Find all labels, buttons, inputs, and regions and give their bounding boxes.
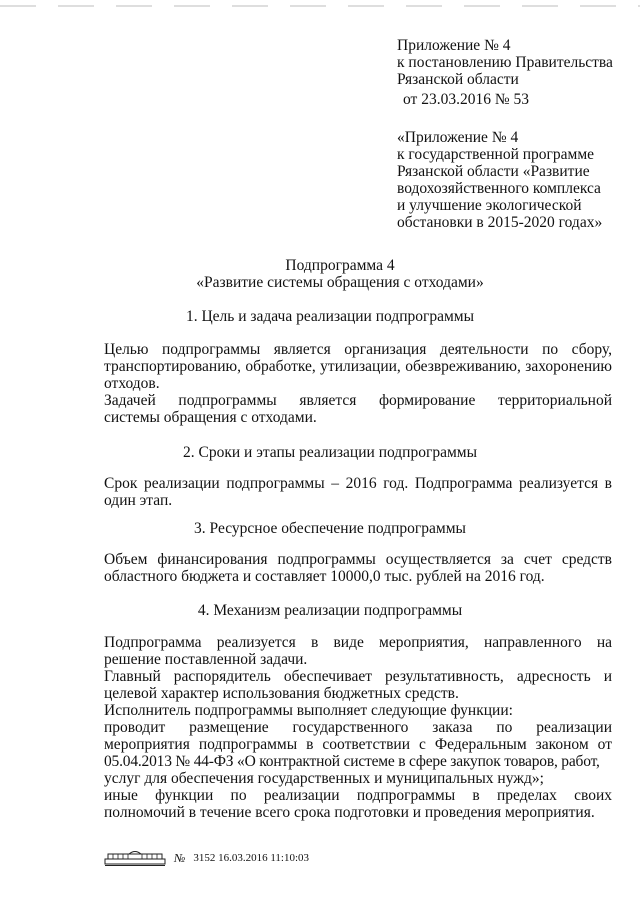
program-line: к государственной программе: [397, 146, 595, 163]
paragraph-line: целевой характер использования бюджетных средств.: [104, 685, 459, 702]
section3-heading: 3. Ресурсное обеспечение подпрограммы: [194, 520, 466, 537]
government-building-stamp-icon: [104, 850, 166, 866]
paragraph-line: иные функции по реализации подпрограммы в пределах своих: [104, 787, 612, 804]
title-line: Подпрограмма 4: [285, 257, 395, 274]
paragraph-line: Задачей подпрограммы является формирование территориальной: [104, 392, 612, 409]
section-heading: [40, 602, 620, 619]
section1-heading: 1. Цель и задача реализации подпрограммы: [185, 308, 475, 325]
paragraph-line: решение поставленной задачи.: [104, 651, 308, 668]
paragraph-line: Исполнитель подпрограммы выполняет следующие функции:: [104, 702, 513, 719]
section4-heading: 4. Механизм реализации подпрограммы: [197, 602, 463, 619]
section2-body: [104, 475, 612, 509]
number-mark: №: [174, 850, 186, 865]
appendix-line: от 23.03.2016 № 53: [403, 91, 529, 108]
paragraph-line: Подпрограмма реализуется в виде мероприятия, направленного на: [104, 634, 612, 651]
paragraph-line: один этап.: [104, 492, 173, 509]
paragraph-line: мероприятия подпрограммы в соответствии с Федеральным законом от: [104, 736, 612, 753]
registration-number: 3152 16.03.2016 11:10:03: [193, 851, 310, 864]
section1-body: [104, 341, 612, 426]
program-line: Рязанской области «Развитие: [397, 163, 590, 180]
paragraph-line: Объем финансирования подпрограммы осуществляется за счет средств: [104, 551, 612, 568]
section-heading: [40, 520, 620, 537]
paragraph-line: Срок реализации подпрограммы – 2016 год. Подпрограмма реализуется в: [104, 475, 612, 492]
appendix-line: к постановлению Правительства: [397, 54, 613, 71]
paragraph-line: услуг для обеспечения государственных и муниципальных нужд»;: [104, 770, 544, 787]
section-heading: [40, 308, 620, 325]
paragraph-line: транспортированию, обработке, утилизации, обезвреживанию, захоронению: [104, 358, 612, 375]
section-heading: [40, 444, 620, 461]
appendix-line: Приложение № 4: [397, 37, 511, 54]
program-line: обстановки в 2015-2020 годах»: [397, 214, 603, 231]
appendix-header: [397, 37, 613, 108]
program-header: [397, 129, 602, 231]
registration-footer: [104, 848, 309, 868]
section3-body: [104, 551, 612, 585]
paragraph-line: проводит размещение государственного заказа по реализации: [104, 719, 612, 736]
program-line: и улучшение экологической: [397, 197, 582, 214]
subprogram-title: [80, 257, 600, 291]
paragraph-line: 05.04.2013 № 44-ФЗ «О контрактной системе в сфере закупок товаров, работ,: [104, 753, 600, 770]
section2-heading: 2. Сроки и этапы реализации подпрограммы: [182, 444, 477, 461]
paragraph-line: полномочий в течение всего срока подготовки и проведения мероприятия.: [104, 804, 595, 821]
appendix-line: Рязанской области: [397, 71, 519, 88]
paragraph-line: Целью подпрограммы является организация деятельности по сбору,: [104, 341, 612, 358]
paragraph-line: отходов.: [104, 375, 160, 392]
paragraph-line: системы обращения с отходами.: [104, 409, 317, 426]
title-line: «Развитие системы обращения с отходами»: [196, 274, 484, 291]
paragraph-line: областного бюджета и составляет 10000,0 тыс. рублей на 2016 год.: [104, 568, 545, 585]
program-line: «Приложение № 4: [397, 129, 519, 146]
paragraph-line: Главный распорядитель обеспечивает результативность, адресность и: [104, 668, 612, 685]
program-line: водохозяйственного комплекса: [397, 180, 601, 197]
scan-artifact: [0, 5, 640, 7]
section4-body: [104, 634, 612, 821]
